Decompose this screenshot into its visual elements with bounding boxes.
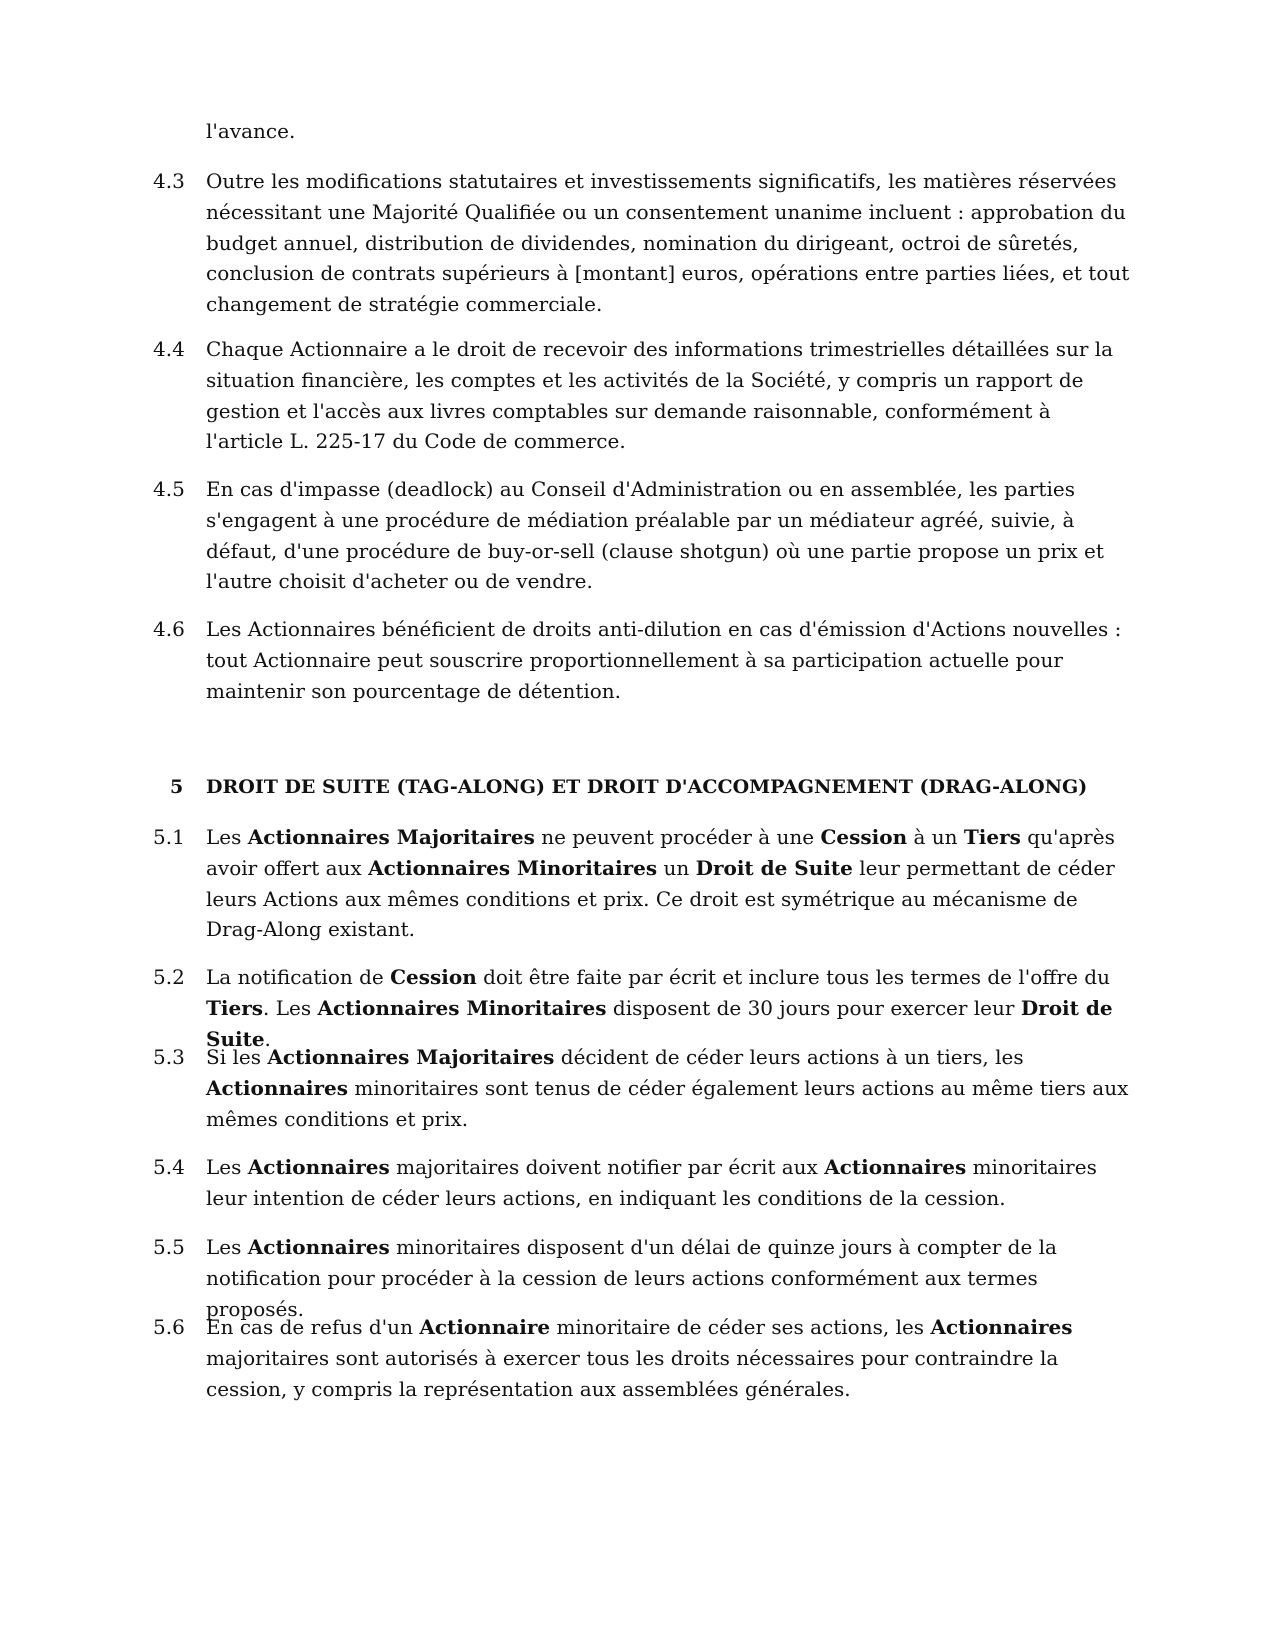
defined-term: Actionnaire <box>419 1315 551 1339</box>
text-run: . Les <box>263 995 318 1020</box>
defined-term: Tiers <box>206 995 264 1020</box>
continuation-text: l'avance. <box>206 119 296 143</box>
clause-text <box>206 822 1131 945</box>
defined-term: Cession <box>390 965 477 989</box>
text-run: Les <box>206 1235 248 1259</box>
clause-text: Chaque Actionnaire a le droit de recevoir des informations trimestrielles détaillées sur la situation financière, les comptes et les activités de la Société, y compris un rapport de gestion et l'accès aux livres comptables sur demande raisonnable, conformément à l'article L. 225-17 du Code de commerce. <box>206 337 1114 454</box>
clause-text <box>206 1312 1131 1404</box>
defined-term: Actionnaires Majoritaires <box>247 825 535 849</box>
text-run: En cas de refus d'un <box>206 1315 420 1339</box>
text-run: minoritaires leur intention de céder leurs actions, en indiquant les conditions de la cession. <box>206 1155 1097 1210</box>
text-run: décident de céder leurs actions à un tiers, les <box>554 1045 1024 1069</box>
clause-text <box>206 1232 1131 1324</box>
text-run: Si les <box>206 1045 268 1069</box>
defined-term: Actionnaires <box>206 1075 349 1100</box>
text-run: ne peuvent procéder à une <box>534 825 821 849</box>
text-run: minoritaires disposent d'un délai de quinze jours à compter de la notification pour procéder à la cession de leurs actions conformément aux termes proposés. <box>206 1235 1057 1321</box>
defined-term: Droit de Suite <box>206 995 1113 1051</box>
clause-text: Outre les modifications statutaires et investissements significatifs, les matières réservées nécessitant une Majorité Qualifiée ou un consentement unanime incluent : approbation du budget annuel, distribution de dividendes, nomination du dirigeant, octroi de sûretés, conclusion de contrats supérieurs à [montant] euros, opérations entre parties liées, et tout changement de stratégie commerciale. <box>206 169 1130 317</box>
text-run: un <box>657 855 696 880</box>
text-run: majoritaires doivent notifier par écrit aux <box>389 1155 825 1179</box>
text-run: disposent de 30 jours pour exercer leur <box>606 995 1021 1020</box>
text-run: qu'après avoir offert aux <box>206 825 1115 880</box>
text-run: doit être faite par écrit et inclure tous les termes de l'offre du <box>476 965 1110 989</box>
defined-term: Actionnaires <box>930 1315 1073 1339</box>
text-run: La notification de <box>206 965 391 989</box>
clause-number: 5.2 <box>153 965 185 989</box>
defined-term: Actionnaires Minoritaires <box>368 855 658 880</box>
text-run: leur permettant de céder leurs Actions aux mêmes conditions et prix. Ce droit est symétrique au mécanisme de Drag-Along existant. <box>206 855 1115 942</box>
defined-term: Tiers <box>963 825 1021 849</box>
defined-term: Actionnaires Minoritaires <box>317 995 607 1020</box>
defined-term: Actionnaires <box>247 1155 390 1179</box>
defined-term: Actionnaires <box>824 1155 967 1179</box>
clause-text <box>206 1042 1131 1134</box>
clause-number: 4.6 <box>153 617 185 641</box>
clause-number: 5.3 <box>153 1045 185 1069</box>
clause-text: Les Actionnaires bénéficient de droits anti-dilution en cas d'émission d'Actions nouvelles : tout Actionnaire peut souscrire proportionnellement à sa participation actuelle pour maintenir son pourcentage de détention. <box>206 617 1122 703</box>
clause-number: 5.1 <box>153 825 185 849</box>
text-run: majoritaires sont autorisés à exercer tous les droits nécessaires pour contraindre la cession, y compris la représentation aux assemblées générales. <box>206 1345 1059 1401</box>
section-number: 5 <box>170 776 184 798</box>
text-run: Les <box>206 825 248 849</box>
defined-term: Droit de Suite <box>695 855 853 880</box>
text-run: . <box>264 1026 271 1051</box>
clause-text: En cas d'impasse (deadlock) au Conseil d'Administration ou en assemblée, les parties s'engagent à une procédure de médiation préalable par un médiateur agréé, suivie, à défaut, d'une procédure de buy-or-sell (clause shotgun) où une partie propose un prix et l'autre choisit d'acheter ou de vendre. <box>206 477 1104 594</box>
clause-number: 4.3 <box>153 169 185 193</box>
clause-text <box>206 1152 1131 1214</box>
clause-number: 5.6 <box>153 1315 185 1339</box>
clause-number: 4.5 <box>153 477 185 501</box>
defined-term: Actionnaires Majoritaires <box>267 1045 555 1069</box>
clause-text <box>206 962 1131 1054</box>
section-title: DROIT DE SUITE (TAG-ALONG) ET DROIT D'ACCOMPAGNEMENT (DRAG-ALONG) <box>206 776 1088 798</box>
clause-number: 4.4 <box>153 337 185 361</box>
text-run: minoritaire de céder ses actions, les <box>550 1315 931 1339</box>
text-run: Les <box>206 1155 248 1179</box>
text-run: à un <box>907 825 964 849</box>
defined-term: Cession <box>820 825 908 849</box>
clause-number: 5.4 <box>153 1155 185 1179</box>
clause-number: 5.5 <box>153 1235 185 1259</box>
defined-term: Actionnaires <box>247 1235 390 1259</box>
text-run: minoritaires sont tenus de céder également leurs actions au même tiers aux mêmes conditions et prix. <box>206 1075 1129 1131</box>
